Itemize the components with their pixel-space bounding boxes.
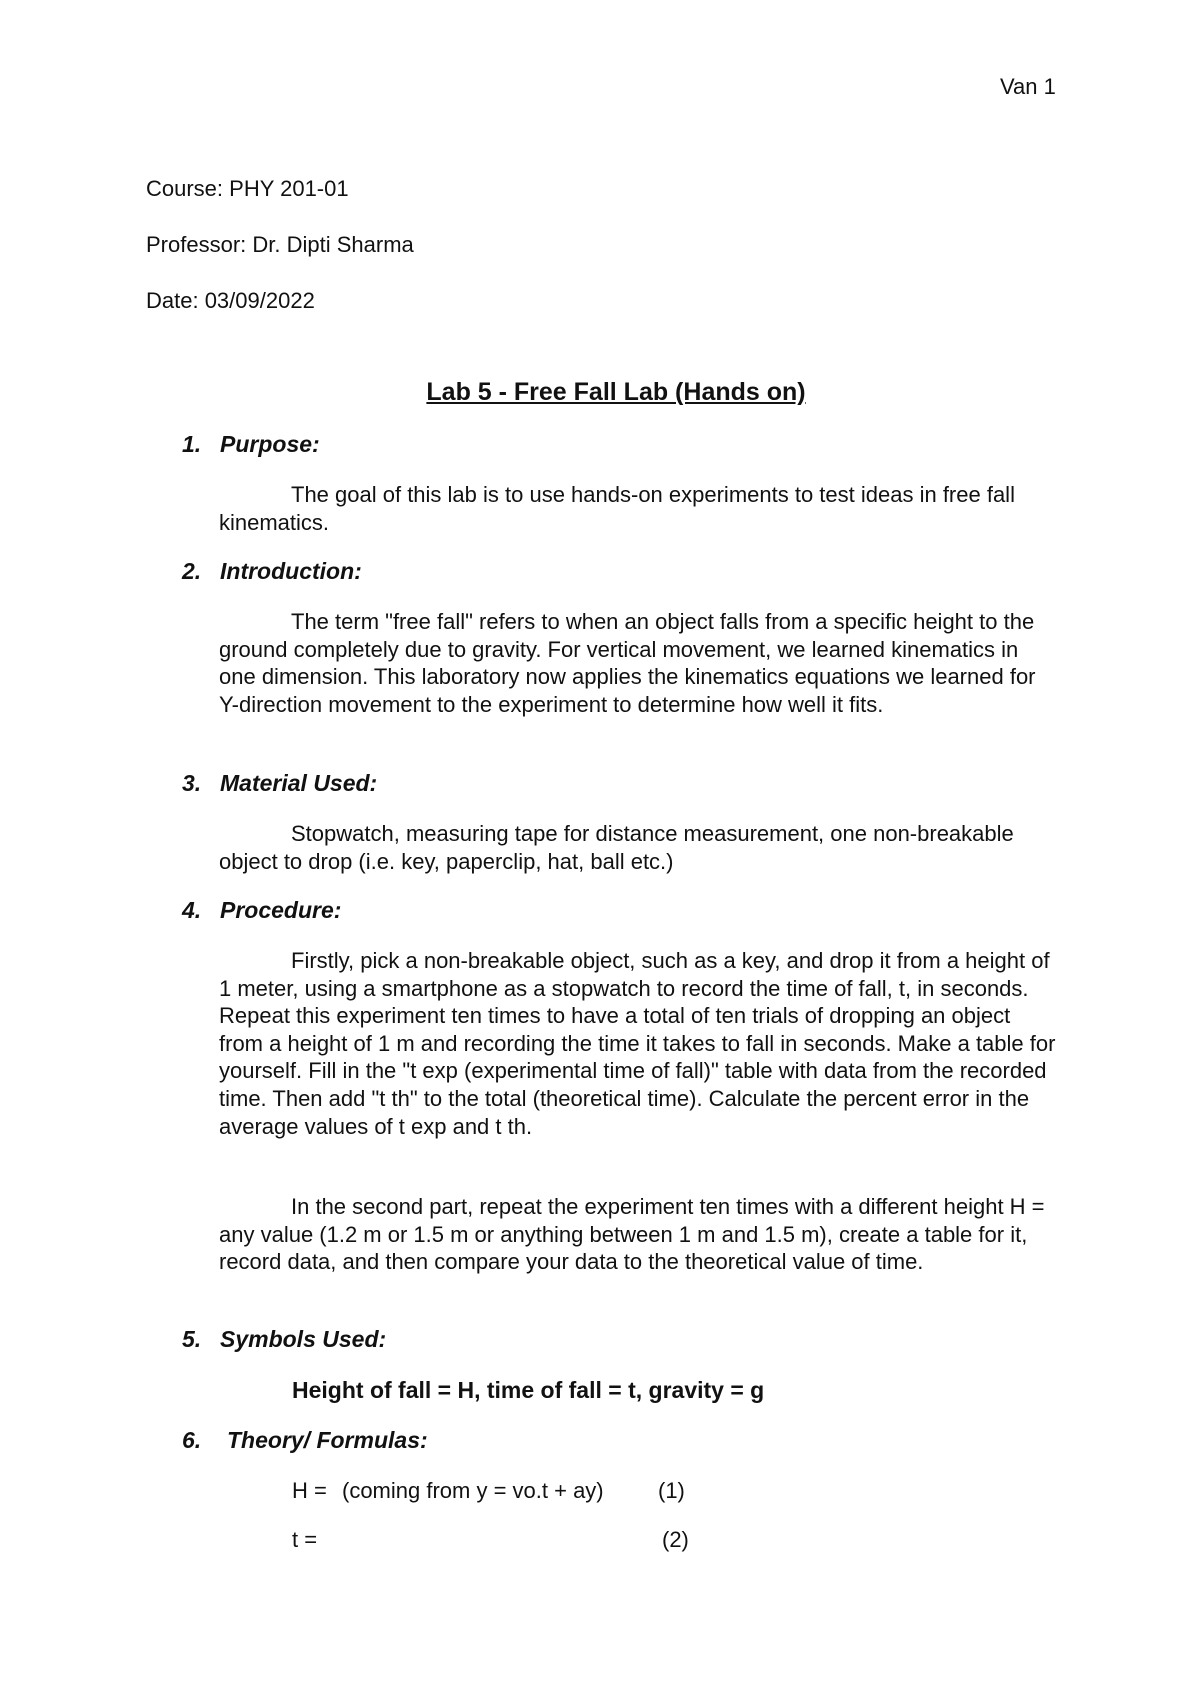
purpose-paragraph: The goal of this lab is to use hands-on experiments to test ideas in free fall kinematics.	[219, 482, 1015, 535]
page-header-label: Van 1	[1000, 74, 1056, 99]
section-heading-introduction	[182, 558, 362, 585]
introduction-paragraph: The term "free fall" refers to when an object falls from a specific height to the ground completely due to gravity. For vertical movement, we learned kinematics in one dimension. This laboratory now applies the kinematics equations we learned for Y-direction movement to the experiment to determine how well it fits.	[219, 609, 1036, 717]
formula-1-number: (1)	[658, 1478, 685, 1503]
date-line: Date: 03/09/2022	[146, 288, 315, 313]
section-title: Procedure:	[220, 897, 342, 923]
section-heading-theory	[182, 1427, 428, 1454]
section-title: Theory/ Formulas:	[227, 1427, 428, 1453]
section-heading-materials	[182, 770, 377, 797]
professor-line: Professor: Dr. Dipti Sharma	[146, 232, 414, 257]
section-number: 1.	[182, 431, 202, 457]
section-number: 2.	[182, 558, 202, 584]
section-heading-procedure	[182, 897, 341, 924]
section-title: Material Used:	[220, 770, 378, 796]
symbols-line: Height of fall = H, time of fall = t, gravity = g	[292, 1377, 765, 1403]
materials-paragraph: Stopwatch, measuring tape for distance measurement, one non-breakable object to drop (i.e. key, paperclip, hat, ball etc.)	[219, 821, 1014, 874]
section-number: 6.	[182, 1427, 202, 1453]
section-number: 3.	[182, 770, 202, 796]
section-number: 5.	[182, 1326, 202, 1352]
section-heading-purpose	[182, 431, 320, 458]
section-heading-symbols	[182, 1326, 386, 1353]
formula-1-lhs: H =	[292, 1478, 327, 1503]
procedure-paragraph-1: Firstly, pick a non-breakable object, such as a key, and drop it from a height of 1 meter, using a smartphone as a stopwatch to record the time of fall, t, in seconds. Repeat this experiment ten times to have a total of ten trials of dropping an object from a height of 1 m and recording the time it takes to fall in seconds. Make a table for yourself. Fill in the "t exp (experimental time of fall)" table with data from the recorded time. Then add "t th" to the total (theoretical time). Calculate the percent error in the average values of t exp and t th.	[219, 948, 1056, 1139]
section-title: Introduction:	[220, 558, 362, 584]
section-title: Symbols Used:	[220, 1326, 387, 1352]
procedure-paragraph-2: In the second part, repeat the experiment ten times with a different height H = any value (1.2 m or 1.5 m or anything between 1 m and 1.5 m), create a table for it, record data, and then compare your data to the theoretical value of time.	[219, 1194, 1045, 1275]
section-title: Purpose:	[220, 431, 320, 457]
course-line: Course: PHY 201-01	[146, 176, 349, 201]
formula-2-number: (2)	[662, 1527, 689, 1552]
document-title: Lab 5 - Free Fall Lab (Hands on)	[426, 378, 806, 406]
section-number: 4.	[182, 897, 202, 923]
formula-2-lhs: t =	[292, 1527, 318, 1552]
formula-1-text: (coming from y = vo.t + ay)	[342, 1478, 604, 1503]
